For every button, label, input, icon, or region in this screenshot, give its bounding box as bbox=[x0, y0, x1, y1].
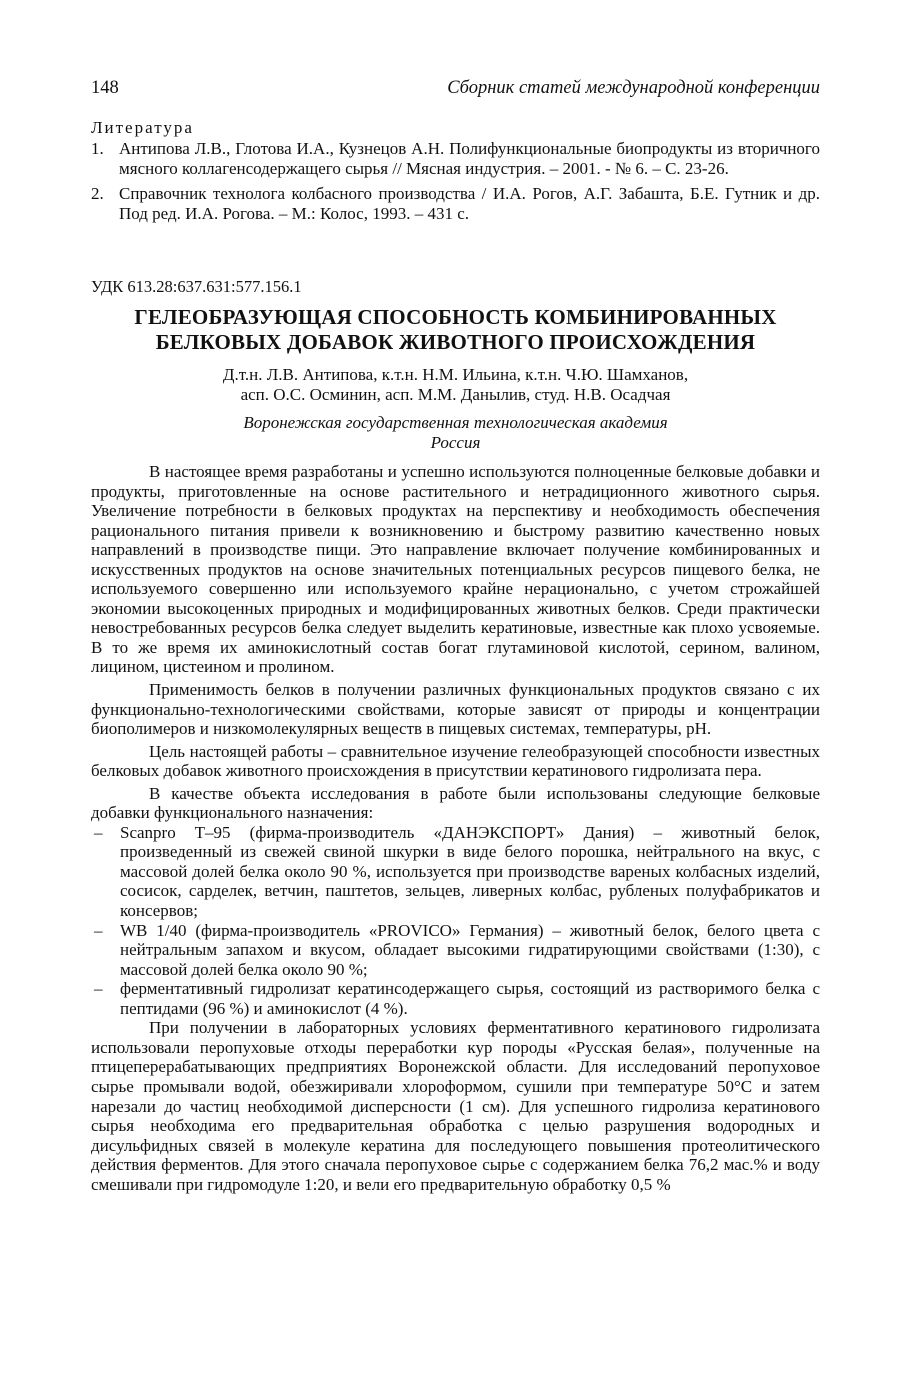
authors-line: асп. О.С. Осминин, асп. М.М. Данылив, студ. Н.В. Осадчая bbox=[240, 385, 671, 404]
list-item-text: WB 1/40 (фирма-производитель «PROVICO» Германия) – животный белок, белого цвета с нейтральным запахом и вкусом, обладает высокими гидратирующими свойствами (1:30), с массовой долей белка около 90 %; bbox=[120, 920, 820, 979]
article-body bbox=[91, 462, 820, 1194]
article-title-line: ГЕЛЕОБРАЗУЮЩАЯ СПОСОБНОСТЬ КОМБИНИРОВАННЫХ bbox=[134, 305, 777, 329]
article-title-line: БЕЛКОВЫХ ДОБАВОК ЖИВОТНОГО ПРОИСХОЖДЕНИЯ bbox=[155, 330, 756, 354]
references-section bbox=[91, 118, 820, 224]
body-paragraph: Цель настоящей работы – сравнительное изучение гелеобразующей способности известных белковых добавок животного происхождения в присутствии кератинового гидролизата пера. bbox=[91, 741, 820, 781]
reference-number: 1. bbox=[91, 139, 104, 158]
affiliation-country: Россия bbox=[430, 433, 481, 452]
body-paragraph: В качестве объекта исследования в работе были использованы следующие белковые добавки функционального назначения: bbox=[91, 783, 820, 823]
list-item: – ферментативный гидролизат кератинсодержащего сырья, состоящий из растворимого белка с пептидами (96 %) и аминокислот (4 %). bbox=[94, 979, 820, 1018]
protein-additives-list bbox=[91, 823, 820, 1018]
list-item: – Scanpro T–95 (фирма-производитель «ДАНЭКСПОРТ» Дания) – животный белок, произведенный из свежей свиной шкурки в виде белого порошка, нейтрального на вкус, с массовой долей белка около 90 %, используется при производстве вареных колбасных изделий, сосисок, сарделек, ветчин, паштетов, зельцев, ливерных колбас, рубленых полуфабрикатов и консервов; bbox=[94, 822, 820, 921]
affiliation bbox=[91, 413, 820, 453]
list-item-text: ферментативный гидролизат кератинсодержащего сырья, состоящий из растворимого белка с пептидами (96 %) и аминокислот (4 %). bbox=[120, 979, 820, 1018]
reference-text: Антипова Л.В., Глотова И.А., Кузнецов А.Н. Полифункциональные биопродукты из вторичного мясного коллагенсодержащего сырья // Мясная индустрия. – 2001. - № 6. – С. 23-26. bbox=[119, 139, 820, 178]
journal-title: Сборник статей международной конференции bbox=[447, 78, 820, 98]
list-item-text: Scanpro T–95 (фирма-производитель «ДАНЭКСПОРТ» Дания) – животный белок, произведенный из свежей свиной шкурки в виде белого порошка, нейтрального на вкус, с массовой долей белка около 90 %, используется при производстве вареных колбасных изделий, сосисок, сарделек, ветчин, паштетов, зельцев, ливерных колбас, рубленых полуфабрикатов и консервов; bbox=[120, 822, 820, 921]
authors-line: Д.т.н. Л.В. Антипова, к.т.н. Н.М. Ильина, к.т.н. Ч.Ю. Шамханов, bbox=[222, 365, 689, 384]
body-paragraph: При получении в лабораторных условиях ферментативного кератинового гидролизата использовали перопуховые отходы переработки кур породы «Русская белая», полученные на птицеперерабатывающих предприятиях Воронежской области. Для исследований перопуховое сырье промывали водой, обезжиривали хлороформом, сушили при температуре 50°С и затем нарезали до частиц необходимой дисперсности (1 см). Для успешного гидролиза кератинового сырья необходима его предварительная обработка с целью разрушения водородных и дисульфидных связей в молекуле кератина для последующего повышения протеолитического действия ферментов. Для этого сначала перопуховое сырье с содержанием белка 76,2 мас.% и воду смешивали при гидромодуле 1:20, и вели его предварительную обработку 0,5 % bbox=[91, 1018, 820, 1194]
udc-code: УДК 613.28:637.631:577.156.1 bbox=[91, 277, 302, 296]
list-item: – WB 1/40 (фирма-производитель «PROVICO» Германия) – животный белок, белого цвета с нейтральным запахом и вкусом, обладает высокими гидратирующими свойствами (1:30), с массовой долей белка около 90 %; bbox=[94, 920, 820, 979]
body-paragraph: В настоящее время разработаны и успешно используются полноценные белковые добавки и продукты, приготовленные на основе растительного и нетрадиционного животного сырья. Увеличение потребности в белковых продуктах на перспективу и необходимость обеспечения рационального питания привели к возникновению и быстрому развитию качественно новых направлений в производстве пищи. Это направление включает получение комбинированных и искусственных продуктов на основе значительных потенциальных ресурсов пищевого белка, не используемого совершенно или используемого крайне нерационально, с учетом строжайшей экономии высокоценных природных и модифицированных животных белков. Среди практически невостребованных ресурсов белка следует выделить кератиновые, известные как плохо усвояемые. В то же время их аминокислотный состав богат глутаминовой кислотой, серином, валином, лицином, цистеином и пролином. bbox=[91, 462, 820, 677]
authors bbox=[91, 365, 820, 405]
article-title bbox=[91, 305, 820, 355]
references-heading: Литература bbox=[91, 118, 194, 137]
reference-item bbox=[91, 184, 820, 224]
running-header bbox=[91, 78, 820, 102]
reference-text: Справочник технолога колбасного производства / И.А. Рогов, А.Г. Забашта, Б.Е. Гутник и др. Под ред. И.А. Рогова. – М.: Колос, 1993. – 431 с. bbox=[119, 184, 820, 223]
body-paragraph: Применимость белков в получении различных функциональных продуктов связано с их функционально-технологическими свойствами, которые зависят от природы и концентрации биополимеров и низкомолекулярных веществ в пищевых системах, температуры, pH. bbox=[91, 680, 820, 739]
affiliation-line: Воронежская государственная технологическая академия bbox=[243, 413, 668, 432]
reference-item bbox=[91, 139, 820, 179]
reference-number: 2. bbox=[91, 184, 104, 203]
page-number: 148 bbox=[91, 78, 119, 98]
